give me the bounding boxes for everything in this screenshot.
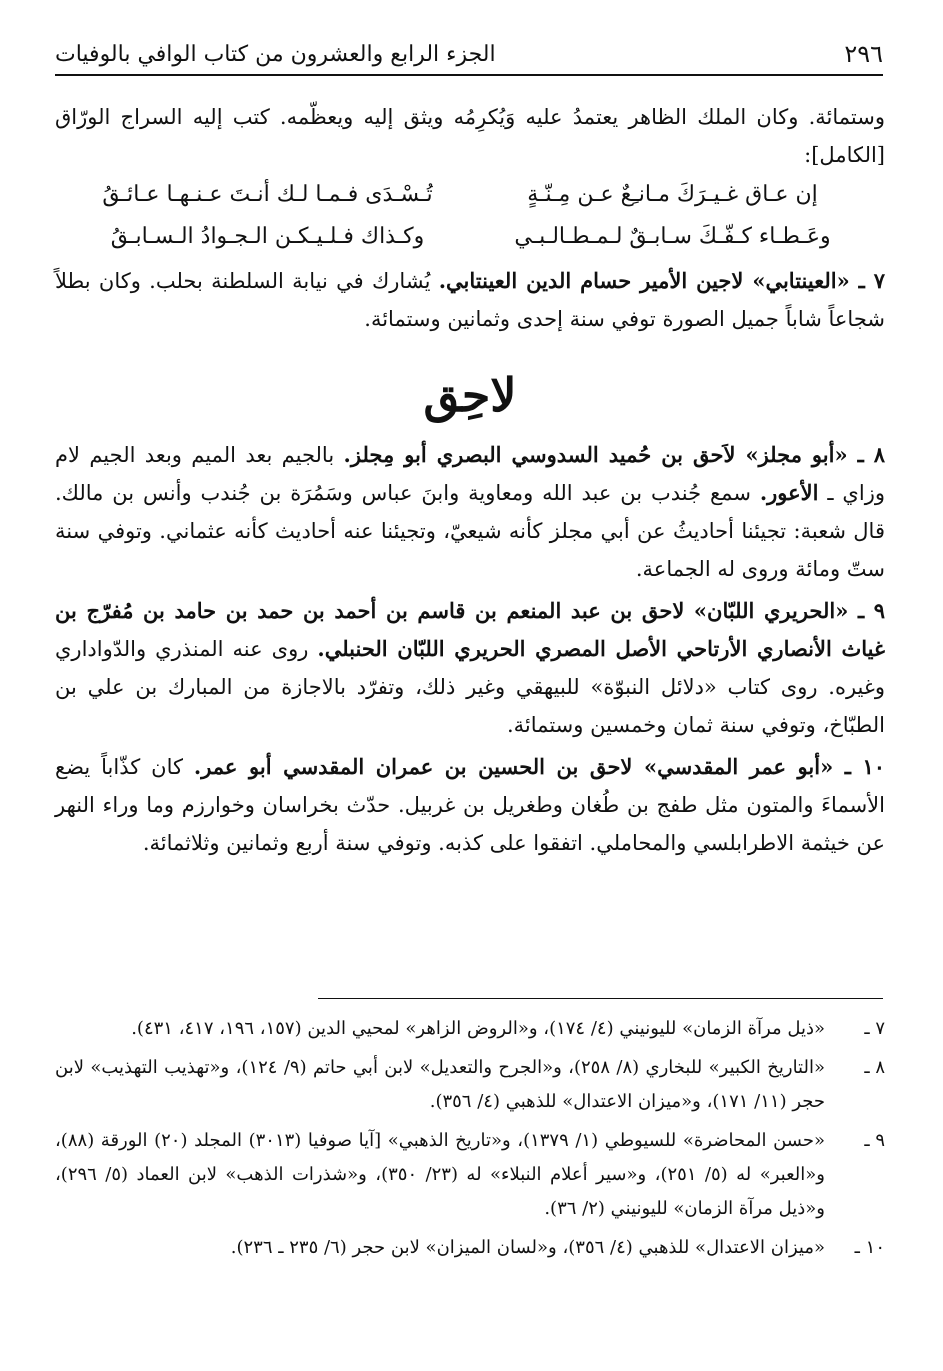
entry-7-heading: ٧ ـ «العينتابي» لاجين الأمير حسام الدين العينتابي. — [438, 268, 885, 293]
main-text — [55, 98, 885, 862]
footnote-10 — [55, 1231, 885, 1265]
entry-8-text-b: سمع جُندب بن عبد الله ومعاوية وابنَ عباس وسَمُرَة بن جُندب وأنس بن مالك. قال شعبة: تجيئنا أحاديثُ عن أبي مجلز كأنه شيعيّ، وتجيئنا عنه أحاديث كأنه عثماني. وتوفي سنة ستّ ومائة وروى له الجماعة. — [55, 481, 885, 581]
footnote-number: ٩ ـ — [864, 1130, 885, 1151]
running-header — [55, 34, 883, 76]
verse-line-1 — [55, 174, 885, 216]
footnote-7 — [55, 1012, 885, 1046]
entry-10 — [55, 748, 885, 862]
footnote-text: «حسن المحاضرة» للسيوطي (١/ ١٣٧٩)، و«تاريخ الذهبي» [آيا صوفيا (٣٠١٣) المجلد (٢٠) الورقة (٨٨)، و«العبر» له (٥/ ٢٥١)، و«سير أعلام النبلاء» له (٢٣/ ٣٥٠)، و«شذرات الذهب» لابن العماد (٥/ ٢٩٦)، و«ذيل مرآة الزمان» لليونيني (٢/ ٣٦). — [55, 1130, 825, 1219]
footnotes — [55, 1012, 885, 1270]
footnote-8 — [55, 1051, 885, 1119]
entry-9-text: روى عنه المنذري والدّواداري وغيره. روى كتاب «دلائل النبوّة» للبيهقي وغير ذلك، وتفرّد بالاجازة من المبارك بن علي بن الطبّاخ، وتوفي سنة ثمان وخمسين وستمائة. — [55, 637, 885, 737]
verse-line-2 — [55, 216, 885, 258]
continuation-paragraph: وستمائة. وكان الملك الظاهر يعتمدُ عليه وَيُكرِمُه ويثق إليه ويعظّمه. كتب إليه السراج الورّاق [الكامل]: — [55, 105, 885, 167]
page-number: ٢٩٦ — [844, 40, 883, 68]
entry-8 — [55, 436, 885, 588]
verse-2-first-hemistich: وعَـطـاء كـفّـكَ سـابـقٌ لـمـطـالـبـي — [514, 224, 831, 249]
entry-8-text-a: بالجيم بعد الميم وبعد الجيم لام وزاي ـ — [55, 443, 885, 505]
footnote-number: ١٠ ـ — [854, 1237, 885, 1258]
footnote-text: «ذيل مرآة الزمان» لليونيني (٤/ ١٧٤)، و«الروض الزاهر» لمحيي الدين (١٥٧، ١٩٦، ٤١٧، ٤٣١). — [131, 1018, 825, 1039]
entry-9-heading: ٩ ـ «الحريري اللبّان» لاحق بن عبد المنعم بن قاسم بن أحمد بن حمد بن حامد بن مُفرّج بن غياث الأنصاري الأرتاحي الأصل المصري الحريري اللبّان الحنبلي. — [55, 598, 885, 661]
book-title: الجزء الرابع والعشرون من كتاب الوافي بالوفيات — [55, 41, 496, 67]
entry-9 — [55, 592, 885, 744]
entry-10-heading: ١٠ ـ «أبو عمر المقدسي» لاحق بن الحسين بن عمران المقدسي أبو عمر. — [193, 754, 885, 779]
entry-8-heading: ٨ ـ «أبو مجلز» لاَحق بن حُميد السدوسي البصري أبو مِجلز. — [343, 442, 885, 467]
footnote-text: «ميزان الاعتدال» للذهبي (٤/ ٣٥٦)، و«لسان الميزان» لابن حجر (٦/ ٢٣٥ ـ ٢٣٦). — [230, 1237, 825, 1258]
footnote-number: ٨ ـ — [864, 1057, 885, 1078]
entry-7 — [55, 262, 885, 338]
footnote-number: ٧ ـ — [864, 1018, 885, 1039]
entry-10-text: كان كذّاباً يضع الأسماءَ والمتون مثل طفج بن طُغان وطغريل بن غربيل. حدّث بخراسان وخوارزم وما وراء النهر عن خيثمة الاطرابلسي والمحاملي. اتفقوا على كذبه. وتوفي سنة أربع وثمانين وثلاثمائة. — [55, 755, 885, 855]
entry-8-nickname: الأعور. — [759, 480, 819, 505]
verse-2-second-hemistich: وكـذاك فـلـيـكـن الـجـوادُ الـسـابـقُ — [110, 224, 425, 249]
entry-7-text: يُشارك في نيابة السلطنة بحلب. وكان بطلاً شجاعاً شاباً جميل الصورة توفي سنة إحدى وثمانين وستمائة. — [55, 269, 885, 331]
footnote-text: «التاريخ الكبير» للبخاري (٨/ ٢٥٨)، و«الجرح والتعديل» لابن أبي حاتم (٩/ ١٢٤)، و«تهذيب التهذيب» لابن حجر (١١/ ١٧١)، و«ميزان الاعتدال» للذهبي (٤/ ٣٥٦). — [55, 1057, 825, 1112]
footnote-divider — [318, 998, 883, 999]
verse-1-first-hemistich: إن عـاق غـيـرَكَ مـانـِعٌ عـن مِـنّـةٍ — [527, 182, 818, 207]
verse-1-second-hemistich: تُـسْـدَى فـمـا لـك أنـتَ عـنـهـا عـائـقُ — [102, 182, 433, 207]
section-heading: لاحِق — [423, 368, 517, 422]
footnote-9 — [55, 1124, 885, 1226]
